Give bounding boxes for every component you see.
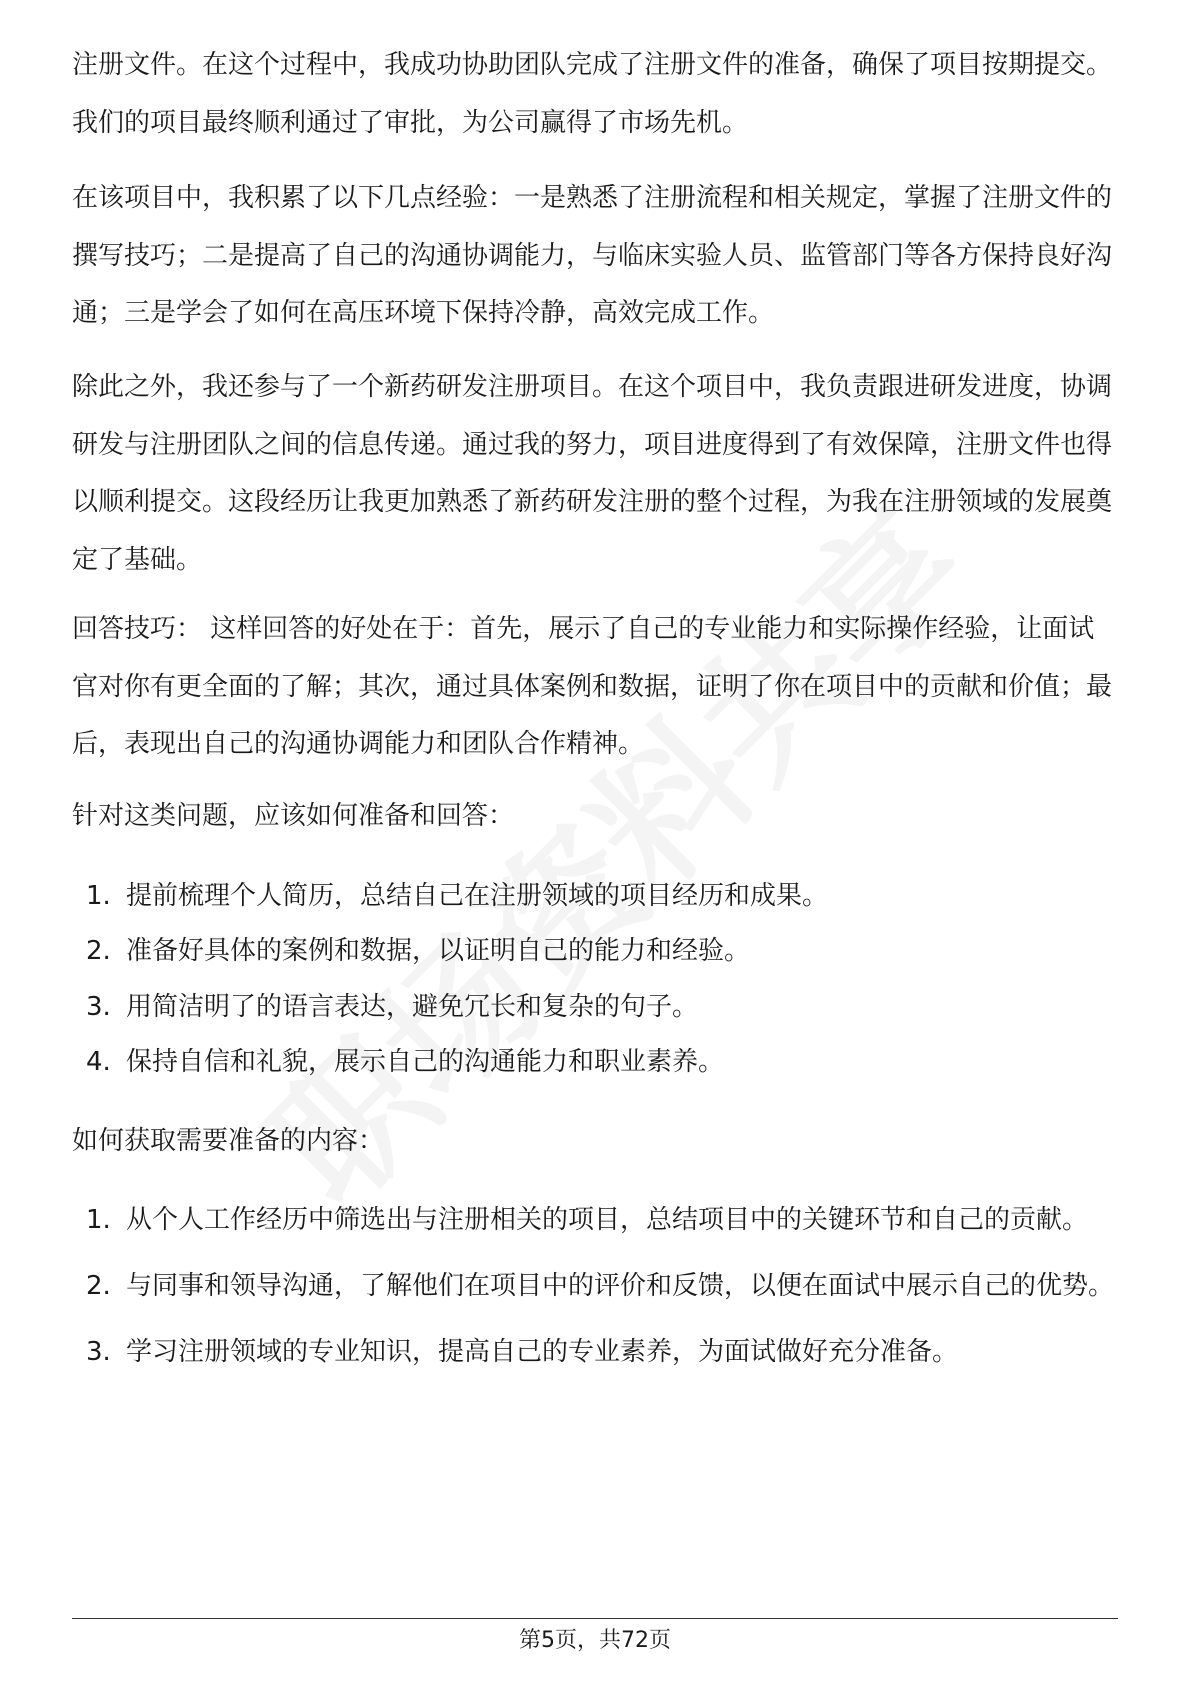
paragraph-answer-tips: 回答技巧： 这样回答的好处在于：首先，展示了自己的专业能力和实际操作经验，让面试官对你有更全面的了解；其次，通过具体案例和数据，证明了你在项目中的贡献和价值；最后，表现出自己的沟通协调能力和团队合作精神。 [72, 614, 1113, 759]
list-item [72, 931, 1118, 971]
gather-content-list [72, 1192, 1118, 1390]
section-heading-prepare-answer: 针对这类问题，应该如何准备和回答： [72, 801, 515, 831]
paragraph-new-drug-project: 除此之外，我还参与了一个新药研发注册项目。在这个项目中，我负责跟进研发进度，协调研发与注册团队之间的信息传递。通过我的努力，项目进度得到了有效保障，注册文件也得以顺利提交。这段经历让我更加熟悉了新药研发注册的整个过程，为我在注册领域的发展奠定了基础。 [72, 372, 1113, 575]
list-item [72, 1258, 1118, 1315]
list-item-text: 准备好具体的案例和数据，以证明自己的能力和经验。 [126, 936, 751, 967]
list-item [72, 876, 1118, 916]
list-item-text: 学习注册领域的专业知识，提高自己的专业素养，为面试做好充分准备。 [126, 1337, 959, 1367]
section-heading-gather-content: 如何获取需要准备的内容： [72, 1126, 385, 1156]
paragraph-experience: 在该项目中，我积累了以下几点经验：一是熟悉了注册流程和相关规定，掌握了注册文件的撰写技巧；二是提高了自己的沟通协调能力，与临床实验人员、监管部门等各方保持良好沟通；三是学会了如何在高压环境下保持冷静，高效完成工作。 [72, 183, 1113, 328]
paragraph-registration-documents: 注册文件。在这个过程中，我成功协助团队完成了注册文件的准备，确保了项目按期提交。我们的项目最终顺利通过了审批，为公司赢得了市场先机。 [72, 50, 1113, 138]
list-item-text: 提前梳理个人简历，总结自己在注册领域的项目经历和成果。 [126, 881, 829, 911]
list-item [72, 987, 1118, 1027]
list-item [72, 1192, 1118, 1249]
prepare-answer-list [72, 876, 1118, 1097]
list-item-number: 1. [86, 1205, 111, 1235]
list-item-number: 3. [86, 991, 111, 1022]
list-item-number: 4. [86, 1046, 111, 1077]
list-item [72, 1324, 1118, 1381]
list-item-text: 保持自信和礼貌，展示自己的沟通能力和职业素养。 [126, 1046, 725, 1077]
list-item [72, 1042, 1118, 1082]
page-number: 第5页，共72页 [519, 1628, 671, 1653]
list-item-text: 用简洁明了的语言表达，避免冗长和复杂的句子。 [126, 991, 699, 1022]
footer-divider [72, 1618, 1118, 1619]
list-item-number: 3. [86, 1337, 111, 1367]
list-item-text: 与同事和领导沟通，了解他们在项目中的评价和反馈，以便在面试中展示自己的优势。 [126, 1271, 1115, 1301]
list-item-number: 1. [86, 881, 111, 911]
list-item-number: 2. [86, 936, 111, 967]
list-item-text: 从个人工作经历中筛选出与注册相关的项目，总结项目中的关键环节和自己的贡献。 [126, 1205, 1089, 1235]
list-item-number: 2. [86, 1271, 111, 1301]
